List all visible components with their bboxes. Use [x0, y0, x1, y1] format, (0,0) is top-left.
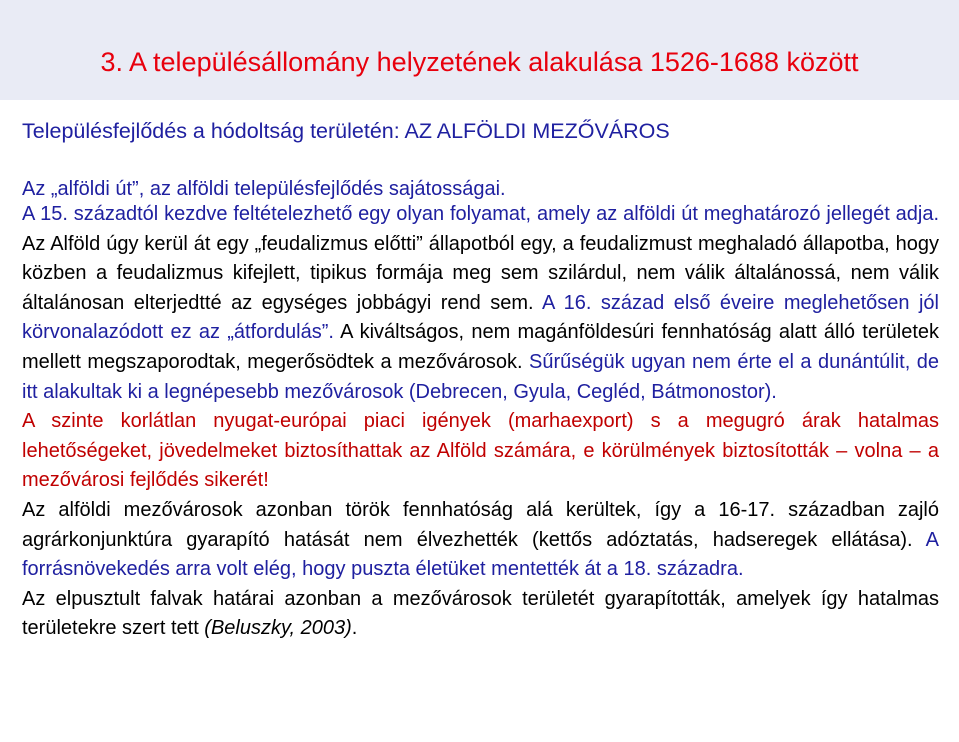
- paragraph-1: [22, 200, 939, 407]
- intro-line: Az „alföldi út”, az alföldi településfejlődés sajátosságai.: [22, 178, 506, 200]
- p4-end: .: [351, 617, 358, 640]
- p3-black-sentence: Az alföldi mezővárosok azonban török fennhatóság alá kerültek, így a 16-17. században zajló agrárkonjunktúra gyarapító hatását nem élvezhették (kettős adóztatás, hadseregek ellátása).: [22, 498, 939, 551]
- p1-blue-sentence-3: Sűrűségük ugyan nem érte el a dunántúlit, de itt alakultak ki a legnépesebb mezővárosok (Debrecen, Gyula, Cegléd, Bátmonostor).: [22, 350, 939, 403]
- p4-text: Az elpusztult falvak határai azonban a mezővárosok területét gyarapították, amelyek így hatalmas területekre szert: [22, 587, 939, 640]
- paragraph-2: A szinte korlátlan nyugat-európai piaci igények (marhaexport) s a megugró árak hatalmas lehetőségeket, jövedelmeket biztosíthattak az Alföld számára, e körülmények biztosították – volna – a mezővárosi fejlődés sikerét!: [22, 410, 939, 492]
- section-subtitle: Településfejlődés a hódoltság területén: AZ ALFÖLDI MEZŐVÁROS: [22, 119, 670, 143]
- page-title: 3. A településállomány helyzetének alakulása 1526-1688 között: [100, 47, 859, 77]
- p1-blue-sentence: A 15. századtól kezdve feltételezhető egy olyan folyamat, amely az alföldi út meghatározó jellegét adja.: [22, 203, 939, 225]
- p1-black-sentence: Az Alföld úgy kerül át egy „feudalizmus előtti” állapotból egy, a feudalizmust meghaladó állapotba, hogy közben a feudalizmus kifejlett, tipikus formája meg sem szilárdul, nem válik általánossá, nem válik általánosan elterjedtté az egységes jobbágyi rend sem.: [22, 232, 939, 314]
- body-text: [22, 200, 939, 644]
- paragraph-3: [22, 496, 939, 585]
- p1-black-sentence-2: A kiváltságos, nem magánföldesúri fennhatóság alatt álló területek mellett megszaporodtak, megerősödtek a mezővárosok.: [22, 321, 940, 373]
- p1-blue-sentence-2: A 16. század első éveire meglehetősen jól körvonalazódott ez az „átfordulás”.: [22, 291, 939, 344]
- paragraph-4: [22, 585, 939, 644]
- citation: (Beluszky, 2003): [198, 617, 352, 640]
- p3-blue-sentence: A forrásnövekedés arra volt elég, hogy puszta életüket mentették át a 18. századra.: [22, 528, 939, 581]
- p4-tail: tett: [170, 617, 199, 640]
